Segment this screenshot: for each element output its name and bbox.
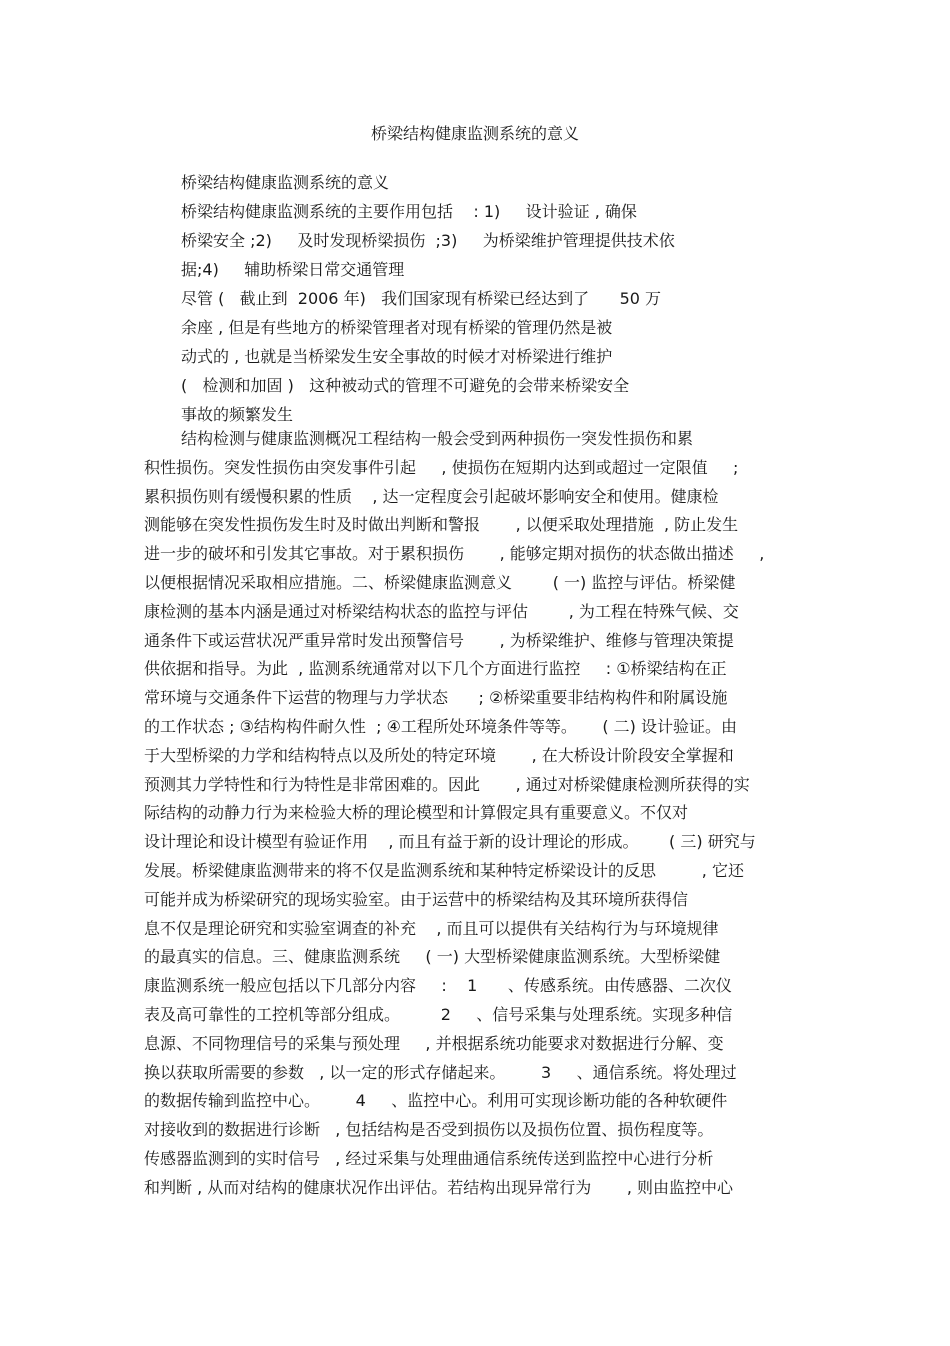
body-line: 进一步的破坏和引发其它事故。对于累积损伤 , 能够定期对损伤的状态做出描述 , xyxy=(144,544,765,564)
body-line: 息不仅是理论研究和实验室调查的补充 , 而且可以提供有关结构行为与环境规律 xyxy=(144,918,719,938)
body-line: 通条件下或运营状况严重异常时发出预警信号 , 为桥梁维护、维修与管理决策提 xyxy=(144,630,734,650)
body-line: 预测其力学特性和行为特性是非常困难的。因此 , 通过对桥梁健康检测所获得的实 xyxy=(144,774,750,794)
intro-line: 桥梁结构健康监测系统的主要作用包括 : 1) 设计验证 , 确保 xyxy=(181,202,637,221)
intro-section xyxy=(181,168,741,429)
body-line: 结构检测与健康监测概况工程结构一般会受到两种损伤一突发性损伤和累 xyxy=(181,429,694,448)
body-line: 的数据传输到监控中心。 4 、监控中心。利用可实现诊断功能的各种软硬件 xyxy=(144,1091,728,1111)
body-line: 供依据和指导。为此 , 监测系统通常对以下几个方面进行监控 : ①桥梁结构在正 xyxy=(144,659,727,679)
body-line: 和判断 , 从而对结构的健康状况作出评估。若结构出现异常行为 , 则由监控中心 xyxy=(144,1177,734,1197)
body-line: 康监测系统一般应包括以下几部分内容 : 1 、传感系统。由传感器、二次仪 xyxy=(144,976,732,996)
body-line: 可能并成为桥梁研究的现场实验室。由于运营中的桥梁结构及其环境所获得信 xyxy=(144,889,689,909)
body-line: 测能够在突发性损伤发生时及时做出判断和警报 , 以便采取处理措施 , 防止发生 xyxy=(144,515,739,535)
body-line: 表及高可靠性的工控机等部分组成。 2 、信号采集与处理系统。实现多种信 xyxy=(144,1004,733,1024)
intro-line: 桥梁结构健康监测系统的意义 xyxy=(181,173,390,192)
body-line: 传感器监测到的实时信号 , 经过采集与处理曲通信系统传送到监控中心进行分析 xyxy=(144,1148,714,1168)
body-line: 换以获取所需要的参数 , 以一定的形式存储起来。 3 、通信系统。将处理过 xyxy=(144,1062,737,1082)
body-line: 以便根据情况采取相应措施。二、桥梁健康监测意义 ( 一) 监控与评估。桥梁健 xyxy=(144,572,736,592)
body-paragraph xyxy=(144,425,814,1203)
body-line: 累积损伤则有缓慢积累的性质 , 达一定程度会引起破坏影响安全和使用。健康检 xyxy=(144,486,719,506)
body-line: 设计理论和设计模型有验证作用 , 而且有益于新的设计理论的形成。 ( 三) 研究与 xyxy=(144,832,756,852)
body-line: 的最真实的信息。三、健康监测系统 ( 一) 大型桥梁健康监测系统。大型桥梁健 xyxy=(144,947,721,967)
intro-line: 据;4) 辅助桥梁日常交通管理 xyxy=(181,260,405,279)
intro-line: 余座 , 但是有些地方的桥梁管理者对现有桥梁的管理仍然是被 xyxy=(181,318,613,337)
intro-line: 事故的频繁发生 xyxy=(181,405,294,424)
intro-line: 动式的 , 也就是当桥梁发生安全事故的时候才对桥梁进行维护 xyxy=(181,347,613,366)
body-line: 的工作状态 ; ③结构构件耐久性 ; ④工程所处环境条件等等。 ( 二) 设计验证。由 xyxy=(144,716,737,736)
intro-line: ( 检测和加固 ) 这种被动式的管理不可避免的会带来桥梁安全 xyxy=(181,376,630,395)
body-line: 息源、不同物理信号的采集与预处理 , 并根据系统功能要求对数据进行分解、变 xyxy=(144,1033,724,1053)
body-line: 际结构的动静力行为来检验大桥的理论模型和计算假定具有重要意义。不仅对 xyxy=(144,803,689,823)
body-line: 积性损伤。突发性损伤由突发事件引起 , 使损伤在短期内达到或超过一定限值 ; xyxy=(144,457,739,477)
body-line: 发展。桥梁健康监测带来的将不仅是监测系统和某种特定桥梁设计的反思 , 它还 xyxy=(144,860,744,880)
body-line: 常环境与交通条件下运营的物理与力学状态 ; ②桥梁重要非结构构件和附属设施 xyxy=(144,688,728,708)
document-title: 桥梁结构健康监测系统的意义 xyxy=(370,124,579,143)
body-line: 对接收到的数据进行诊断 , 包括结构是否受到损伤以及损伤位置、损伤程度等。 xyxy=(144,1120,714,1140)
body-line: 于大型桥梁的力学和结构特点以及所处的特定环境 , 在大桥设计阶段安全掌握和 xyxy=(144,745,734,765)
intro-line: 尽管 ( 截止到 2006 年) 我们国家现有桥梁已经达到了 50 万 xyxy=(181,289,662,308)
intro-line: 桥梁安全 ;2) 及时发现桥梁损伤 ;3) 为桥梁维护管理提供技术依 xyxy=(181,231,675,250)
body-line: 康检测的基本内涵是通过对桥梁结构状态的监控与评估 , 为工程在特殊气候、交 xyxy=(144,601,739,621)
